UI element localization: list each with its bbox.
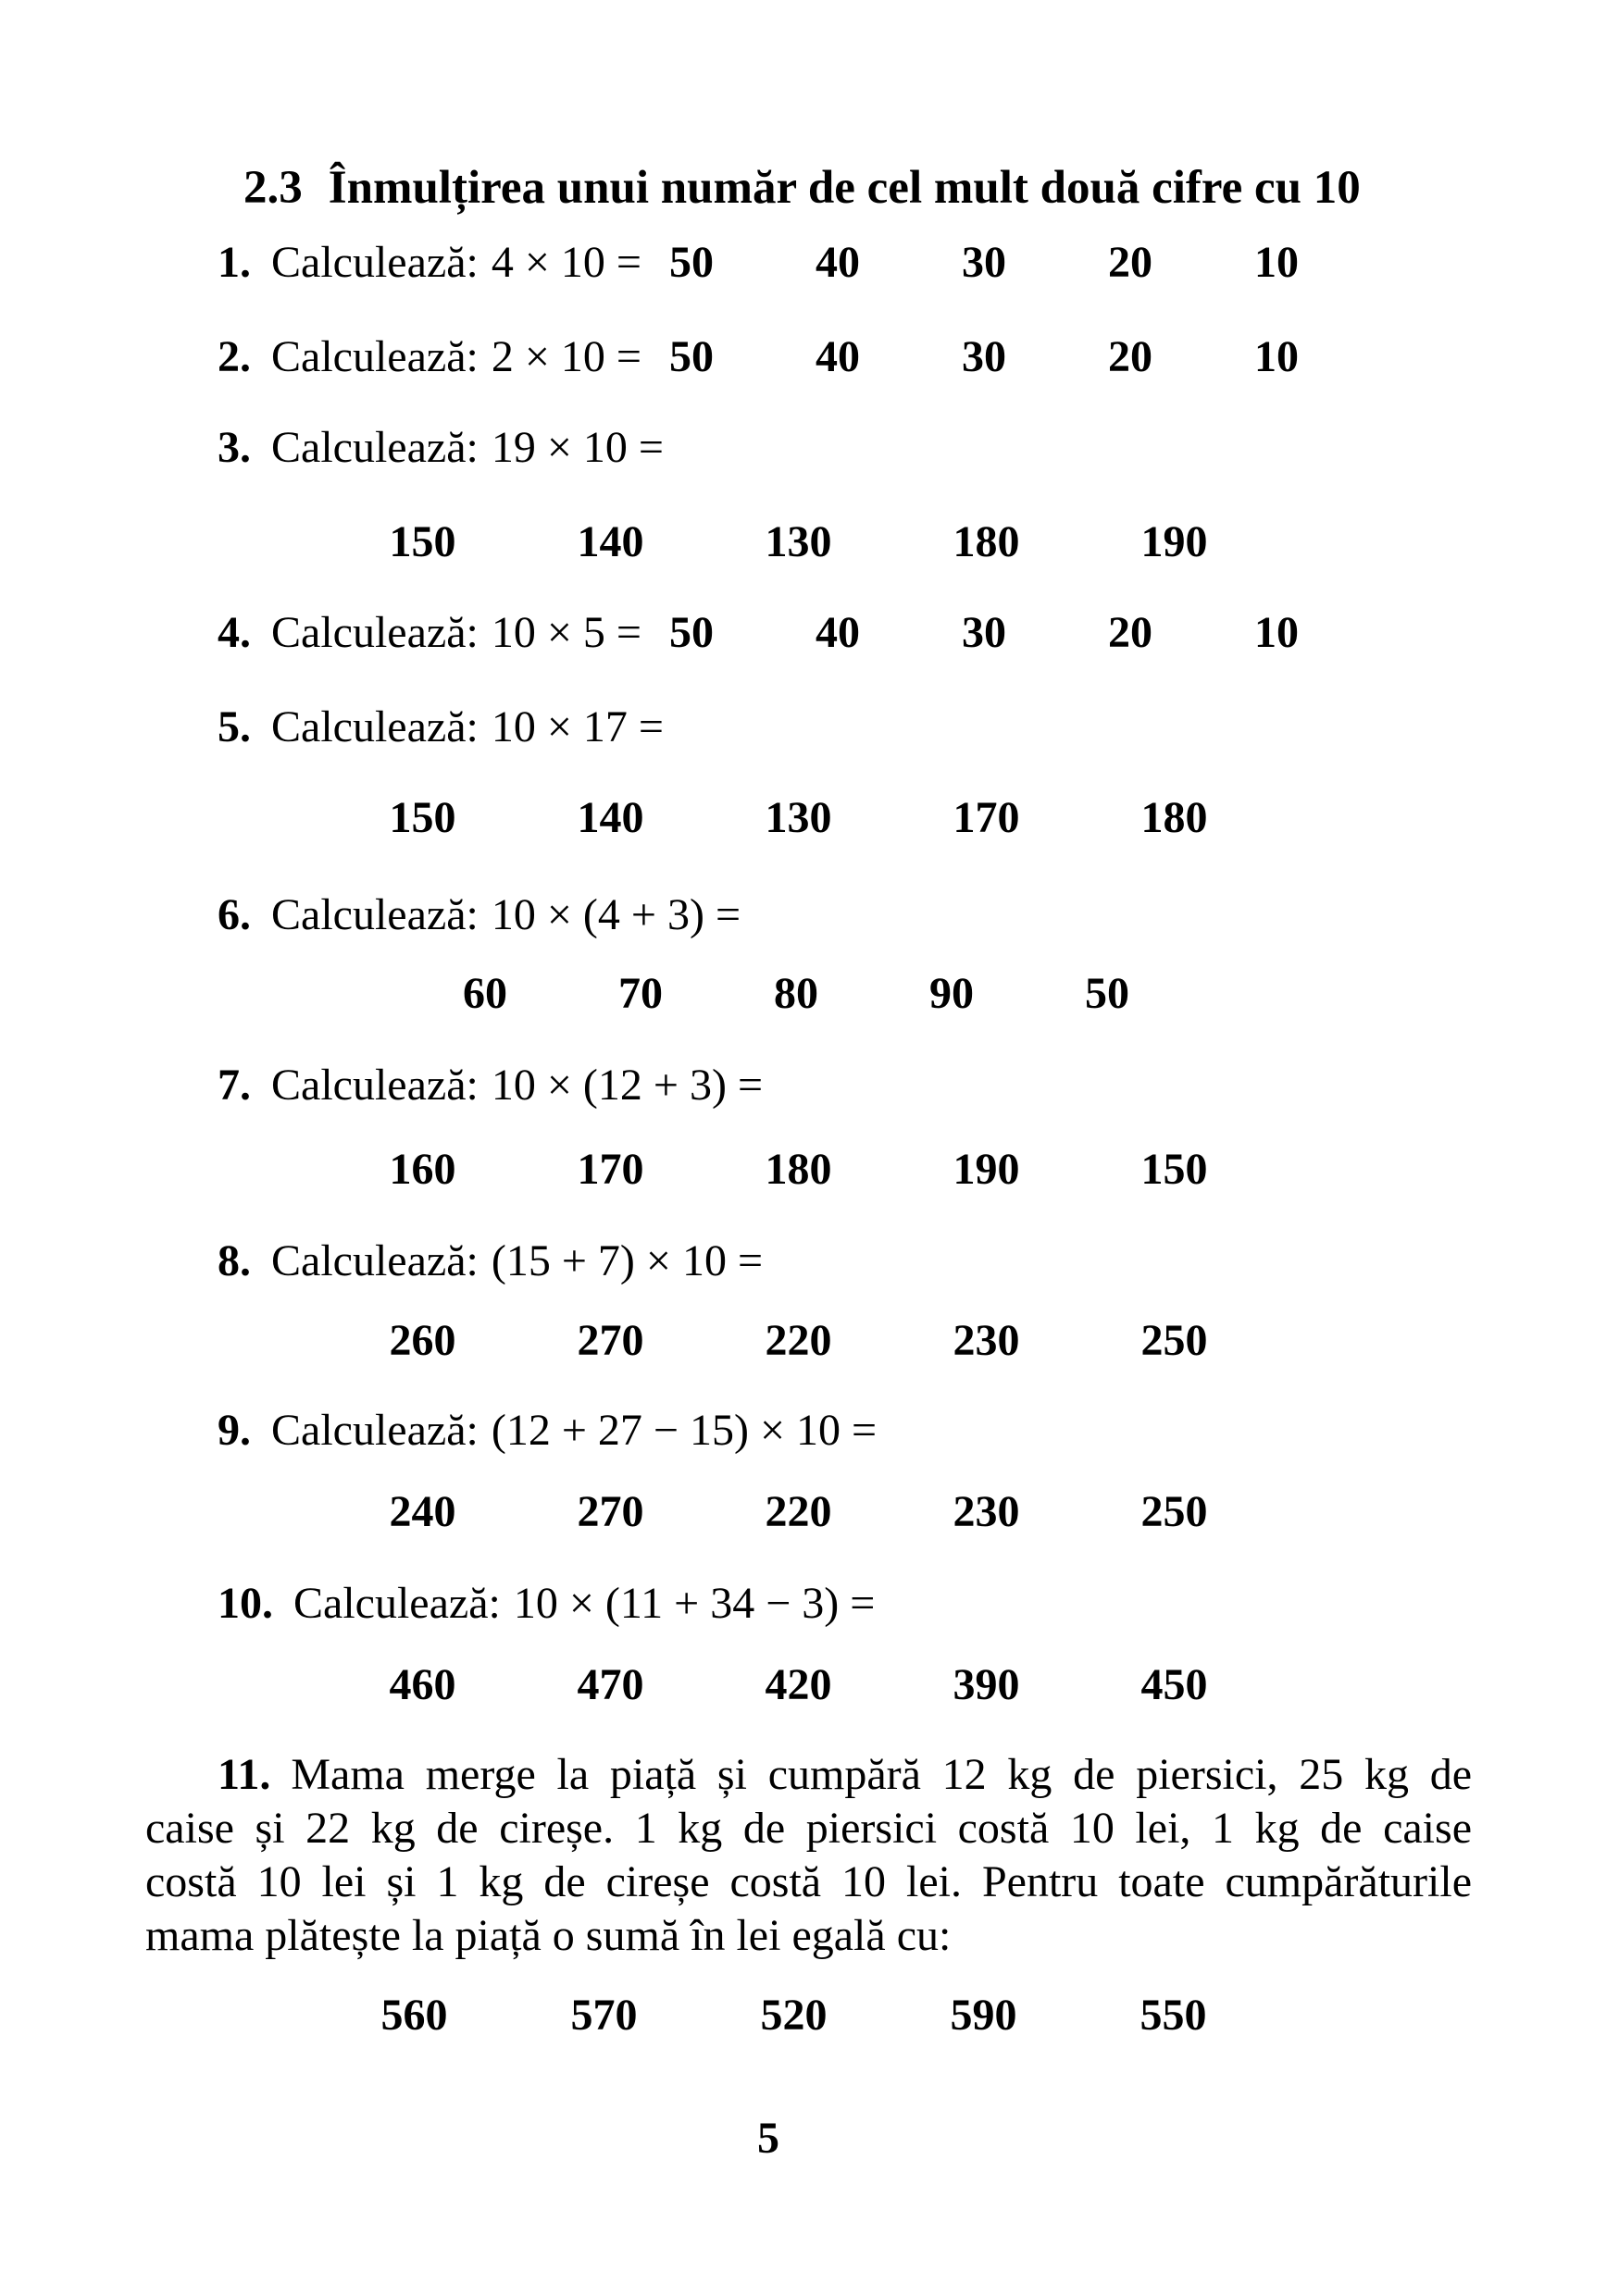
exercise-5-line [218,702,664,751]
exercise-number: 6. [218,890,251,939]
exercise-number: 3. [218,423,251,472]
expression: 10 × (12 + 3) = [491,1061,764,1110]
exercise-8-options [329,1316,1268,1365]
answer-option: 270 [577,1487,644,1536]
answer-option: 460 [389,1660,456,1709]
prompt-label: Calculează: [271,702,479,751]
exercise-7-options [329,1145,1268,1194]
answer-option: 270 [577,1316,644,1365]
answer-option: 130 [765,517,832,566]
answer-option: 220 [765,1487,832,1536]
answer-option: 30 [962,238,1006,287]
prompt-label: Calculează: [271,608,479,657]
answer-option: 450 [1140,1660,1208,1709]
answer-option: 590 [950,1991,1017,2040]
paragraph-line: caise și 22 kg de cireșe. 1 kg de piersici costă 10 lei, 1 kg de caise [145,1804,1472,1853]
exercise-11-options [319,1993,1268,2038]
answer-option: 550 [1140,1991,1207,2040]
answer-option: 10 [1254,332,1299,381]
answer-option: 180 [953,517,1020,566]
answer-option: 20 [1108,608,1152,657]
exercise-number: 11. [218,1750,271,1799]
exercise-9-options [329,1487,1268,1536]
paragraph-line [145,1748,1472,1802]
answer-option: 220 [765,1316,832,1365]
exercise-8-line [218,1236,764,1285]
paragraph-text: Mama merge la piață și cumpără 12 kg de piersici, 25 kg de [291,1750,1472,1799]
answer-option: 180 [1140,793,1208,842]
answer-option: 190 [1140,517,1208,566]
answer-option: 190 [953,1145,1020,1194]
exercise-7-line [218,1063,763,1108]
answer-option: 520 [760,1991,828,2040]
answer-option: 250 [1140,1316,1208,1365]
exercise-10-options [329,1660,1268,1709]
page-number: 5 [757,2114,779,2163]
answer-option: 470 [577,1660,644,1709]
answer-option: 130 [765,793,832,842]
expression: 2 × 10 = [491,332,641,381]
exercise-3-options [329,517,1268,566]
answer-option: 230 [953,1316,1020,1365]
prompt-label: Calculează: [293,1579,501,1628]
answer-option: 30 [962,608,1006,657]
answer-option: 80 [774,969,818,1018]
answer-option: 50 [1085,969,1129,1018]
exercise-number: 5. [218,702,251,751]
exercise-number: 1. [218,238,251,287]
answer-option: 50 [669,332,714,381]
answer-option: 20 [1108,332,1152,381]
answer-option: 40 [816,238,860,287]
prompt-label: Calculează: [271,332,479,381]
expression: (15 + 7) × 10 = [491,1236,764,1285]
answer-option: 50 [669,608,714,657]
prompt-label: Calculează: [271,423,479,472]
exercise-10-line [218,1579,876,1628]
answer-option: 230 [953,1487,1020,1536]
expression: (12 + 27 − 15) × 10 = [491,1406,878,1455]
answer-option: 150 [1140,1145,1208,1194]
exercise-6-options [407,969,1185,1018]
answer-option: 70 [618,969,663,1018]
paragraph-line: mama plătește la piață o sumă în lei egală cu: [145,1911,952,1960]
exercise-number: 9. [218,1406,251,1455]
section-number: 2.3 [243,162,303,214]
answer-option: 170 [953,793,1020,842]
exercise-number: 7. [218,1061,251,1110]
answer-option: 150 [389,517,456,566]
answer-option: 240 [389,1487,456,1536]
expression: 19 × 10 = [491,423,664,472]
expression: 4 × 10 = [491,238,641,287]
answer-option: 250 [1140,1487,1208,1536]
prompt-label: Calculează: [271,890,479,939]
answer-option: 390 [953,1660,1020,1709]
answer-option: 570 [570,1991,638,2040]
answer-option: 150 [389,793,456,842]
answer-option: 180 [765,1145,832,1194]
answer-option: 260 [389,1316,456,1365]
exercise-number: 10. [218,1579,273,1628]
exercise-number: 2. [218,332,251,381]
expression: 10 × (4 + 3) = [491,890,741,939]
exercise-2-line [218,332,1401,381]
answer-option: 50 [669,238,714,287]
section-title-text: Înmulțirea unui număr de cel mult două cifre cu 10 [328,162,1361,214]
answer-option: 160 [389,1145,456,1194]
answer-option: 420 [765,1660,832,1709]
exercise-11-paragraph [145,1748,1472,1963]
answer-option: 90 [929,969,974,1018]
exercise-1-line [218,238,1401,287]
section-title [243,162,1361,214]
prompt-label: Calculează: [271,1406,479,1455]
exercise-3-line [218,423,664,472]
answer-option: 40 [816,608,860,657]
answer-option: 20 [1108,238,1152,287]
answer-option: 60 [463,969,507,1018]
exercise-6-line [218,890,741,939]
exercise-number: 8. [218,1236,251,1285]
paragraph-line: costă 10 lei și 1 kg de cireșe costă 10 lei. Pentru toate cumpărăturile [145,1857,1472,1906]
prompt-label: Calculează: [271,238,479,287]
answer-option: 10 [1254,238,1299,287]
exercise-4-line [218,608,1401,657]
expression: 10 × 5 = [491,608,641,657]
exercise-9-line [218,1406,878,1455]
expression: 10 × 17 = [491,702,664,751]
prompt-label: Calculează: [271,1236,479,1285]
exercise-number: 4. [218,608,251,657]
answer-option: 30 [962,332,1006,381]
answer-option: 140 [577,517,644,566]
answer-option: 560 [380,1991,448,2040]
expression: 10 × (11 + 34 − 3) = [513,1579,876,1628]
answer-option: 10 [1254,608,1299,657]
answer-option: 140 [577,793,644,842]
prompt-label: Calculează: [271,1061,479,1110]
exercise-5-options [329,793,1268,842]
answer-option: 170 [577,1145,644,1194]
answer-option: 40 [816,332,860,381]
